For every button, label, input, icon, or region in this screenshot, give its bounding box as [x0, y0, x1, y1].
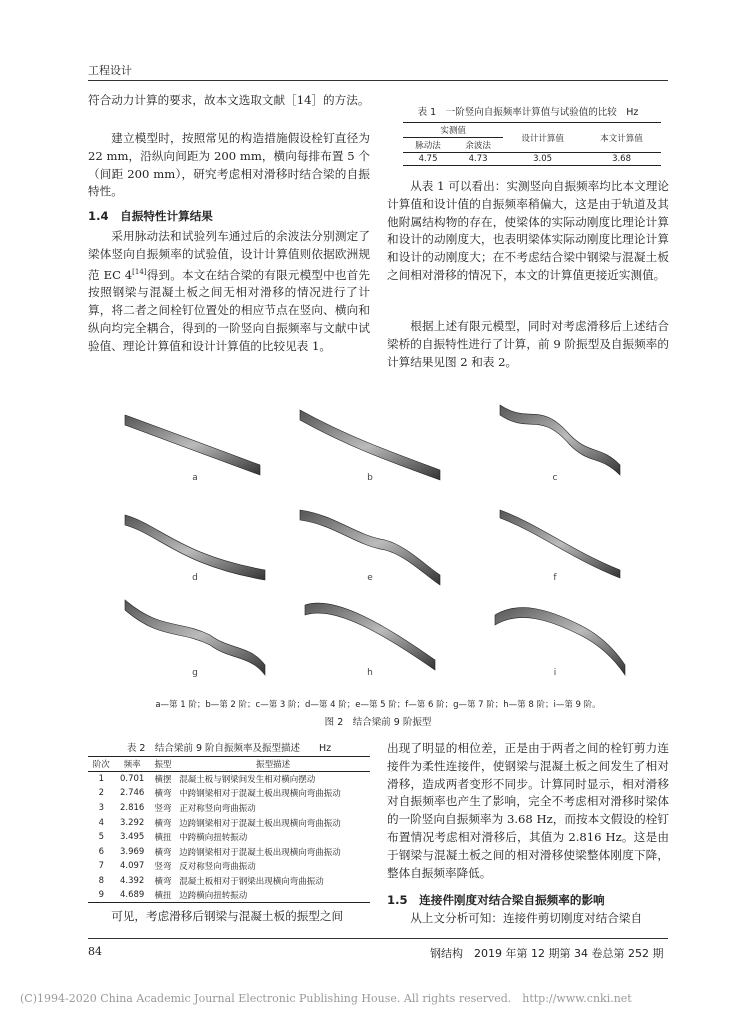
deformed-beam-shape — [300, 410, 440, 480]
table2-header: 频率 — [123, 760, 141, 770]
table1-cell: 4.73 — [468, 154, 488, 164]
table2-cell: 8 — [98, 875, 105, 886]
right-bottom-paragraph-2: 从上文分析可知：连接件剪切刚度对结合梁自 — [410, 911, 643, 925]
table1-cell: 3.68 — [612, 154, 631, 164]
journal-info: 钢结构 2019 年第 12 期第 34 卷总第 252 期 — [430, 947, 664, 960]
table2-row — [88, 888, 370, 903]
table2-cell: 2.746 — [119, 788, 145, 799]
right-paragraph-2: 根据上述有限元模型，同时对考虑滑移后上述结合梁桥的自振特性进行了计算，前 9 阶振型及自振频率的计算结果见图 2 和表 2。 — [387, 319, 669, 369]
deformed-beam-shape — [500, 510, 620, 578]
deformed-beam-shape — [125, 515, 265, 580]
figure2-caption: 图 2 结合梁前 9 阶振型 — [324, 717, 432, 728]
table2-header: 振型描述 — [256, 760, 291, 770]
panel-label: a — [192, 473, 198, 483]
table2-row — [88, 815, 370, 830]
left-bottom-paragraph: 可见，考虑滑移后钢梁与混凝土板的振型之间 — [111, 909, 344, 923]
table2-cell: 横扭 — [154, 833, 172, 844]
table1-col-design: 设计计算值 — [521, 133, 564, 144]
figure-2 — [120, 395, 630, 685]
table2-cell: 横扭 — [154, 891, 172, 902]
running-header: 工程设计 — [88, 64, 132, 77]
table2-cell: 3.292 — [119, 817, 145, 828]
panel-label: i — [553, 668, 557, 678]
deformed-beam-shape — [125, 415, 260, 475]
table1-caption: 表 1 一阶竖向自振频率计算值与试验值的比较 Hz — [417, 107, 639, 118]
table2-cell: 边跨钢梁相对于混凝土板出现横向弯曲振动 — [179, 818, 341, 829]
table1-col-this: 本文计算值 — [600, 133, 643, 144]
table2-cell: 中跨钢梁相对于混凝土板出现横向弯曲振动 — [179, 789, 341, 800]
table2-cell: 7 — [98, 861, 105, 872]
table2-cell: 6 — [98, 846, 105, 857]
table2-cell: 横弯 — [154, 789, 172, 800]
table2-cell: 3.969 — [119, 846, 145, 857]
right-bottom-paragraph: 出现了明显的相位差，正是由于两者之间的栓钉剪力连接件为柔性连接件，使钢梁与混凝土板之间发生了相对滑移，造成两者变形不同步。计算同时显示，相对滑移对自振频率也产生了影响，完全不考虑相对滑移时梁体的一阶竖向自振频率为 3.68 Hz，而按本文假设的栓钉布置情况考虑相对滑移后，其值为 2.816 Hz。这是由于钢梁与混凝土板之间的相对滑移使梁整体刚度下降，整体自振频率降低。 — [387, 741, 669, 880]
deformed-beam-shape — [125, 600, 265, 675]
table2-caption: 表 2 结合梁前 9 阶自振频率及振型描述 Hz — [126, 743, 332, 754]
table2-cell: 竖弯 — [154, 862, 172, 873]
table2-cell: 0.701 — [119, 774, 145, 785]
table2-row — [88, 830, 370, 845]
panel-label: g — [192, 668, 198, 678]
p3-text: 采用脉动法和试验列车通过后的余波法分别测定了梁体竖向自振频率的试验值，设计计算值则依据欧洲规范 EC 4 — [88, 229, 370, 282]
table2-cell: 1 — [98, 774, 105, 785]
table2-cell: 横弯 — [154, 876, 172, 887]
table2-cell: 正对称竖向弯曲振动 — [179, 803, 256, 814]
table2 — [88, 756, 370, 903]
table2-cell: 竖弯 — [154, 803, 172, 814]
table2-cell: 边跨横向扭转振动 — [179, 891, 248, 902]
panel-label: h — [367, 668, 373, 678]
left-paragraph-3 — [88, 228, 370, 355]
table2-cell: 横弯 — [154, 818, 172, 829]
panel-label: f — [553, 573, 557, 583]
left-paragraph-1: 符合动力计算的要求，故本文选取文献［14］的方法。 — [88, 93, 370, 107]
deformed-beam-shape — [495, 608, 625, 675]
table2-cell: 横弯 — [154, 847, 172, 858]
table2-cell: 4.097 — [119, 861, 145, 872]
table2-row — [88, 772, 370, 787]
table2-cell: 3.495 — [119, 832, 145, 843]
table1-col-pulse: 脉动法 — [415, 141, 441, 151]
table2-cell: 边跨钢梁相对于混凝土板出现横向弯曲振动 — [179, 847, 341, 858]
figure2-legend: a—第 1 阶；b—第 2 阶；c—第 3 阶；d—第 4 阶；e—第 5 阶；f—第 6 阶；g—第 7 阶；h—第 8 阶；i—第 9 阶。 — [155, 700, 601, 710]
table2-cell: 4 — [98, 817, 105, 828]
deformed-beam-shape — [500, 405, 620, 475]
table2-row — [88, 801, 370, 816]
table2-cell: 3 — [98, 802, 105, 813]
table2-row — [88, 874, 370, 889]
table2-row — [88, 844, 370, 859]
table2-cell: 4.392 — [119, 875, 145, 886]
table1-col-residual: 余波法 — [465, 141, 491, 151]
footer-rule — [88, 938, 668, 939]
table2-cell: 2.816 — [119, 802, 145, 813]
table2-cell: 2 — [98, 788, 105, 799]
panel-label: c — [552, 473, 558, 483]
table2-header: 振型 — [154, 760, 172, 770]
header-rule — [88, 80, 668, 81]
table2-cell: 中跨横向扭转振动 — [179, 833, 248, 844]
table2-cell: 混凝土板相对于钢梁出现横向弯曲振动 — [179, 876, 324, 887]
table1-cell: 3.05 — [533, 154, 553, 164]
page-number: 84 — [88, 945, 102, 958]
panel-label: b — [367, 473, 373, 483]
deformed-beam-shape — [305, 603, 435, 670]
panel-label: e — [367, 573, 373, 583]
table1-cell: 4.75 — [418, 154, 438, 164]
table2-cell: 混凝土板与钢梁间发生相对横向摆动 — [179, 775, 316, 786]
left-paragraph-2: 建立模型时，按照常见的构造措施假设栓钉直径为 22 mm，沿纵向间距为 200 mm，横向每排布置 5 个（间距 200 mm），研究考虑相对滑移时结合梁的自振特性。 — [88, 131, 370, 199]
table2-header: 阶次 — [92, 760, 110, 770]
p3-citation: [14] — [132, 267, 147, 276]
table2-row — [88, 859, 370, 874]
table1 — [403, 122, 661, 166]
table2-cell: 5 — [98, 832, 105, 843]
right-paragraph-1: 从表 1 可以看出：实测竖向自振频率均比本文理论计算值和设计值的自振频率稍偏大，这是由于轨道及其他附属结构物的存在，使梁体的实际动刚度比理论计算和设计的动刚度大，也表明梁体实际动刚度比理论计算和设计的动刚度大；在不考虑结合梁中钢梁与混凝土板之间相对滑移的情况下，本文的计算值更接近实测值。 — [387, 179, 669, 282]
table2-cell: 横摆 — [154, 775, 172, 786]
section-heading-1-4: 1.4 自振特性计算结果 — [88, 209, 213, 223]
table1-group-header: 实测值 — [403, 123, 503, 138]
table2-cell: 反对称竖向弯曲振动 — [179, 862, 256, 873]
copyright-notice: (C)1994-2020 China Academic Journal Electronic Publishing House. All rights reserved. http://www.cnki.net — [20, 992, 632, 1005]
panel-label: d — [192, 573, 198, 583]
table2-cell: 9 — [98, 890, 105, 901]
section-heading-1-5: 1.5 连接件刚度对结合梁自振频率的影响 — [387, 893, 605, 907]
table2-cell: 4.689 — [119, 890, 145, 901]
table2-row — [88, 786, 370, 801]
p3-tail: 得到。本文在结合梁的有限元模型中也首先按照钢梁与混凝土板之间无相对滑移的情况进行了计算，将二者之间栓钉位置处的相应节点在竖向、横向和纵向均完全耦合，得到的一阶竖向自振频率与文献中试验值、理论计算值和设计计算值的比较见表 1。 — [88, 267, 370, 353]
